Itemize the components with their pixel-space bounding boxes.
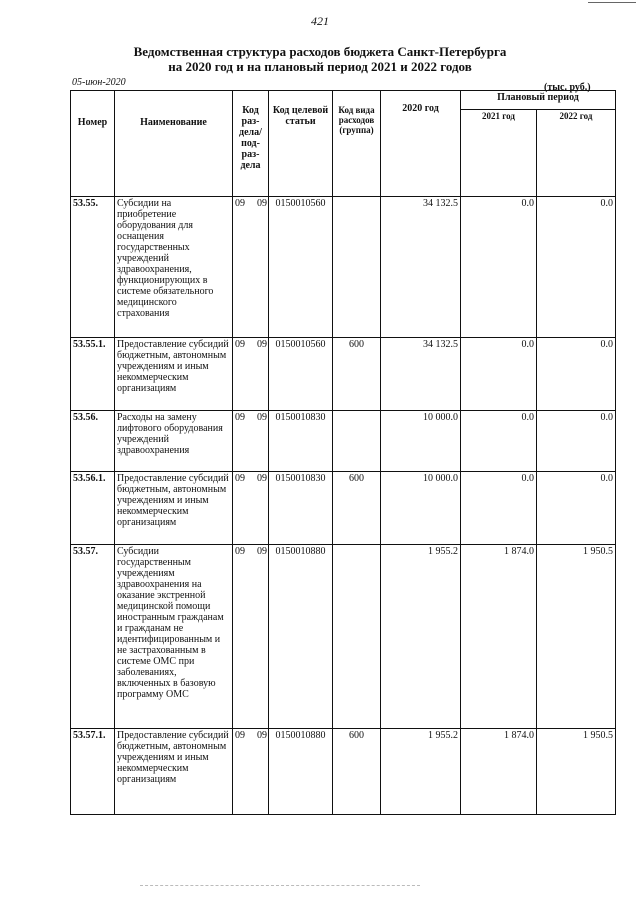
header-2021: 2021 год xyxy=(461,110,537,197)
row-number: 53.56.1. xyxy=(71,472,115,545)
row-2022: 0.0 xyxy=(537,197,616,338)
header-2022: 2022 год xyxy=(537,110,616,197)
document-title xyxy=(0,44,640,74)
row-2022: 0.0 xyxy=(537,411,616,472)
row-2020: 34 132.5 xyxy=(381,197,461,338)
row-2020: 10 000.0 xyxy=(381,411,461,472)
row-podrazdel: 09 xyxy=(257,198,267,209)
row-number: 53.57. xyxy=(71,545,115,729)
row-2020: 1 955.2 xyxy=(381,729,461,815)
row-target-code: 0150010880 xyxy=(269,545,333,729)
header-expense-type: Код вида расходов (группа) xyxy=(333,91,381,197)
row-name: Предоставление субсидий бюджетным, автономным учреждениям и иным некоммерческим организациям xyxy=(115,338,233,411)
units-label: (тыс. руб.) xyxy=(544,82,591,93)
row-podrazdel: 09 xyxy=(257,546,267,557)
table-row xyxy=(71,338,616,411)
row-razdel: 09 xyxy=(235,473,245,484)
row-section xyxy=(233,197,269,338)
row-2022: 0.0 xyxy=(537,472,616,545)
row-section xyxy=(233,472,269,545)
row-expense-type xyxy=(333,545,381,729)
corner-mark xyxy=(588,2,636,3)
row-target-code: 0150010560 xyxy=(269,338,333,411)
row-expense-type: 600 xyxy=(333,729,381,815)
row-2020: 10 000.0 xyxy=(381,472,461,545)
row-name: Субсидии государственным учреждениям здравоохранения на оказание экстренной медицинской помощи иностранным гражданам и гражданам не идентифицированным и не застрахованным в системе ОМС при заболеваниях, включенных в базовую программу ОМС xyxy=(115,545,233,729)
row-razdel: 09 xyxy=(235,546,245,557)
row-razdel: 09 xyxy=(235,730,245,741)
row-name: Предоставление субсидий бюджетным, автономным учреждениям и иным некоммерческим организациям xyxy=(115,472,233,545)
header-name: Наименование xyxy=(115,91,233,197)
header-2020: 2020 год xyxy=(381,91,461,197)
header-target: Код целевой статьи xyxy=(269,91,333,197)
row-section xyxy=(233,729,269,815)
header-section: Код раз-дела/ под-раз-дела xyxy=(233,91,269,197)
footer-line xyxy=(140,885,420,886)
header-number: Номер xyxy=(71,91,115,197)
row-razdel: 09 xyxy=(235,339,245,350)
row-2022: 0.0 xyxy=(537,338,616,411)
title-line-1: Ведомственная структура расходов бюджета Санкт-Петербурга xyxy=(133,44,507,59)
row-2021: 0.0 xyxy=(461,472,537,545)
row-2021: 1 874.0 xyxy=(461,545,537,729)
row-number: 53.55. xyxy=(71,197,115,338)
row-number: 53.55.1. xyxy=(71,338,115,411)
row-target-code: 0150010880 xyxy=(269,729,333,815)
table-row xyxy=(71,545,616,729)
row-2020: 1 955.2 xyxy=(381,545,461,729)
row-podrazdel: 09 xyxy=(257,339,267,350)
row-target-code: 0150010830 xyxy=(269,411,333,472)
budget-table xyxy=(70,90,616,815)
row-section xyxy=(233,411,269,472)
row-target-code: 0150010560 xyxy=(269,197,333,338)
row-expense-type: 600 xyxy=(333,338,381,411)
row-expense-type xyxy=(333,197,381,338)
row-2022: 1 950.5 xyxy=(537,545,616,729)
row-section xyxy=(233,545,269,729)
table-row xyxy=(71,197,616,338)
table-row xyxy=(71,472,616,545)
row-podrazdel: 09 xyxy=(257,412,267,423)
header-plan-period: Плановый период xyxy=(461,91,616,110)
row-section xyxy=(233,338,269,411)
row-razdel: 09 xyxy=(235,198,245,209)
row-2021: 1 874.0 xyxy=(461,729,537,815)
row-razdel: 09 xyxy=(235,412,245,423)
title-line-2: на 2020 год и на плановый период 2021 и 2022 годов xyxy=(168,59,472,74)
row-2022: 1 950.5 xyxy=(537,729,616,815)
row-number: 53.57.1. xyxy=(71,729,115,815)
page-number: 421 xyxy=(311,14,329,28)
row-name: Предоставление субсидий бюджетным, автономным учреждениям и иным некоммерческим организациям xyxy=(115,729,233,815)
row-name: Расходы на замену лифтового оборудования учреждений здравоохранения xyxy=(115,411,233,472)
row-expense-type xyxy=(333,411,381,472)
row-2021: 0.0 xyxy=(461,411,537,472)
row-podrazdel: 09 xyxy=(257,473,267,484)
row-name: Субсидии на приобретение оборудования для оснащения государственных учреждений здравоохранения, функционирующих в системе обязательного медицинского страхования xyxy=(115,197,233,338)
row-2021: 0.0 xyxy=(461,338,537,411)
table-row xyxy=(71,729,616,815)
row-expense-type: 600 xyxy=(333,472,381,545)
row-podrazdel: 09 xyxy=(257,730,267,741)
document-date: 05-июн-2020 xyxy=(72,77,126,88)
row-2021: 0.0 xyxy=(461,197,537,338)
row-number: 53.56. xyxy=(71,411,115,472)
row-target-code: 0150010830 xyxy=(269,472,333,545)
row-2020: 34 132.5 xyxy=(381,338,461,411)
table-row xyxy=(71,411,616,472)
